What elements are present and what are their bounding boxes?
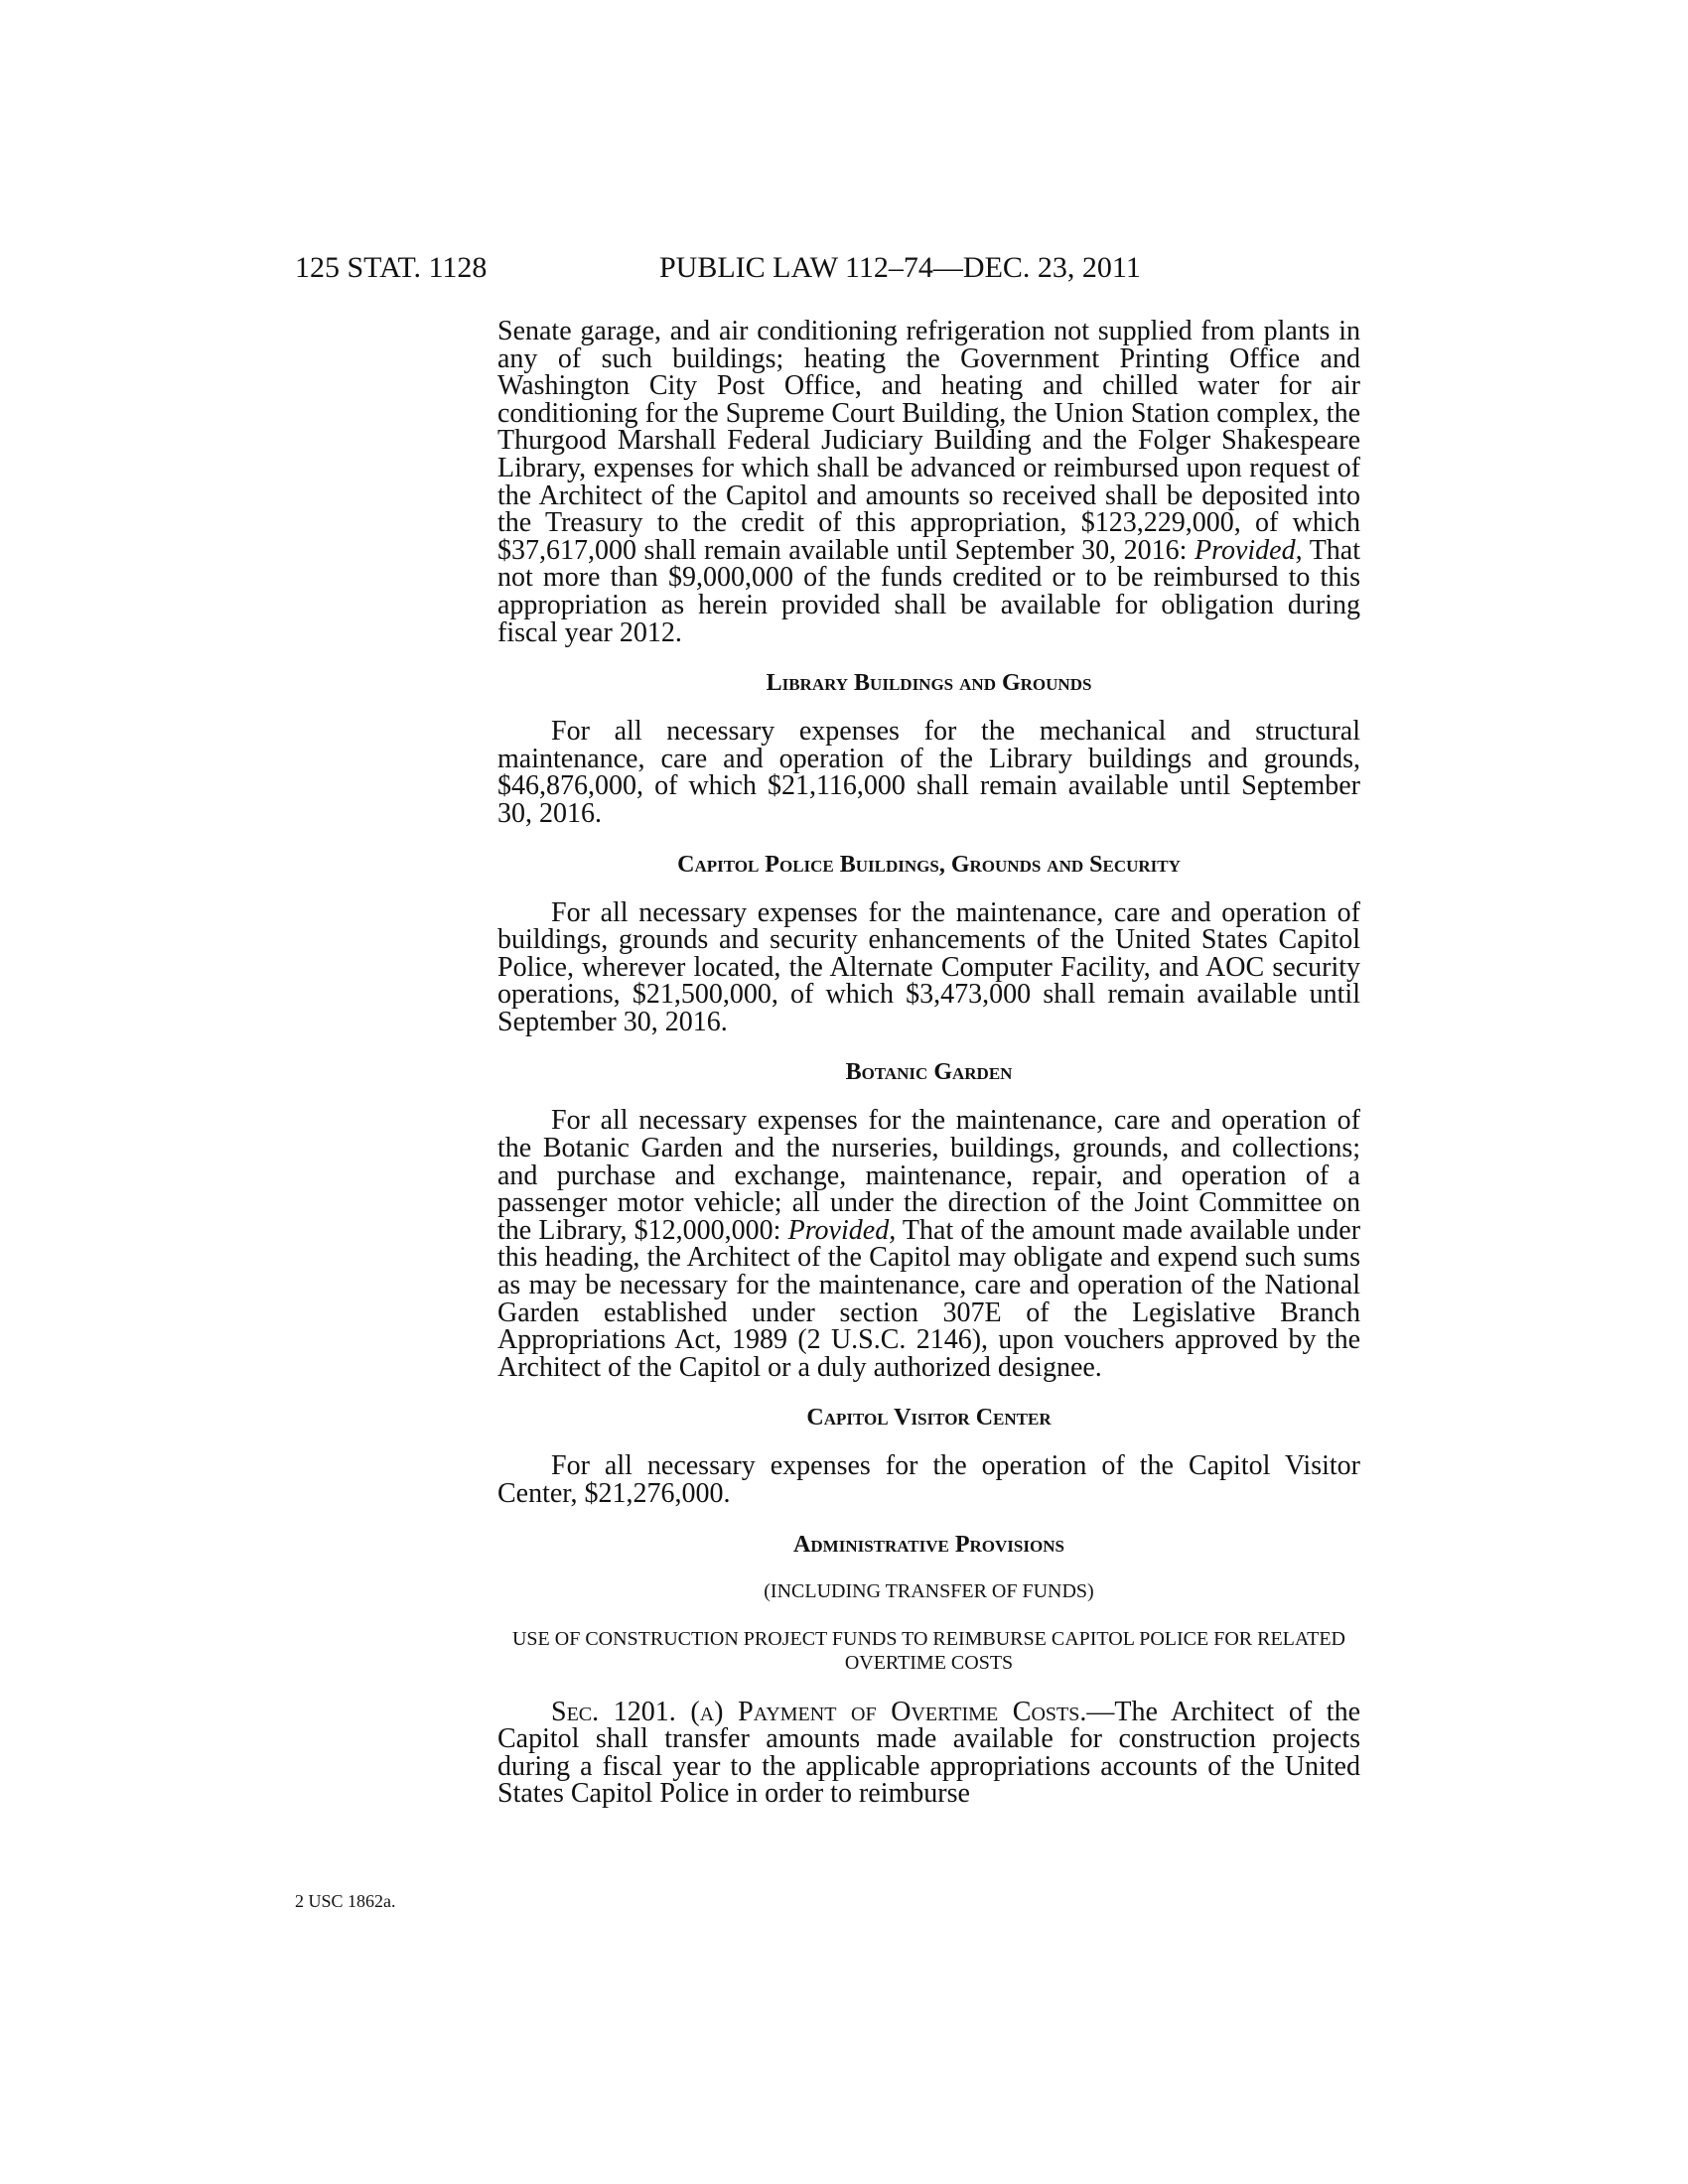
heading-administrative-provisions: Administrative Provisions	[793, 1531, 1064, 1558]
body-text	[497, 318, 1360, 1808]
heading-library: Library Buildings and Grounds	[766, 670, 1092, 697]
italic-provided: Provided,	[787, 1214, 897, 1246]
heading-botanic-garden: Botanic Garden	[845, 1059, 1013, 1086]
paragraph-visitor-center: For all necessary expenses for the operation of the Capitol Visitor Center, $21,276,000.	[497, 1450, 1360, 1509]
heading-visitor-center: Capitol Visitor Center	[806, 1405, 1052, 1432]
paragraph-botanic-garden: For all necessary expenses for the maintenance, care and operation of the Botanic Garden and the nurseries, buildings, grounds, and collections; and purchase and exchange, maintenance, repair, and operation of a passenger motor vehicle; all under the direction of the Joint Committee on the Library, $12,000,000: Provided, That of the amount made available under this heading, the Architect of the Capitol may obligate and expend such sums as may be necessary for the maintenance, care and operation of the National Garden established under section 307E of the Legislative Branch Appropriations Act, 1989 (2 U.S.C. 2146), upon vouchers approved by the Architect of the Capitol or a duly authorized designee.	[497, 1105, 1361, 1383]
section-1201: Sec. 1201. (a) Payment of Overtime Costs.—The Architect of the Capitol shall transfer amounts made available for construction projects during a fiscal year to the applicable appropriations accounts of the United States Capitol Police in order to reimburse	[497, 1696, 1360, 1810]
heading-police: Capitol Police Buildings, Grounds and Security	[677, 851, 1181, 878]
italic-provided: Provided,	[1195, 534, 1303, 566]
running-title: PUBLIC LAW 112–74—DEC. 23, 2011	[659, 251, 1141, 284]
section-label: Sec. 1201. (a) Payment of Overtime Costs.—	[551, 1696, 1115, 1727]
paragraph-continuation: Senate garage, and air conditioning refrigeration not supplied from plants in any of such buildings; heating the Government Printing Office and Washington City Post Office, and heating and chilled water for air conditioning for the Supreme Court Building, the Union Station complex, the Thurgood Marshall Federal Judiciary Building and the Folger Shakespeare Library, expenses for which shall be advanced or reimbursed upon request of the Architect of the Capitol and amounts so received shall be deposited into the Treasury to the credit of this appropriation, $123,229,000, of which $37,617,000 shall remain available until September 30, 2016: Provided, That not more than $9,000,000 of the funds credited or to be reimbursed to this appropriation as herein provided shall be available for obligation during fiscal year 2012.	[497, 316, 1360, 648]
subheading-construction-funds: USE OF CONSTRUCTION PROJECT FUNDS TO REIMBURSE CAPITOL POLICE FOR RELATED OVERTIME COSTS	[511, 1627, 1345, 1674]
paragraph-police: For all necessary expenses for the maintenance, care and operation of buildings, grounds and security enhancements of the United States Capitol Police, wherever located, the Alternate Computer Facility, and AOC security operations, $21,500,000, of which $3,473,000 shall remain available until September 30, 2016.	[497, 896, 1360, 1037]
page-header	[295, 248, 1362, 288]
margin-citation: 2 USC 1862a.	[295, 1891, 396, 1911]
subheading-transfer: (INCLUDING TRANSFER OF FUNDS)	[764, 1579, 1094, 1602]
paragraph-library: For all necessary expenses for the mechanical and structural maintenance, care and operation of the Library buildings and grounds, $46,876,000, of which $21,116,000 shall remain available until September 30, 2016.	[497, 716, 1360, 829]
statute-page-number: 125 STAT. 1128	[295, 251, 488, 284]
